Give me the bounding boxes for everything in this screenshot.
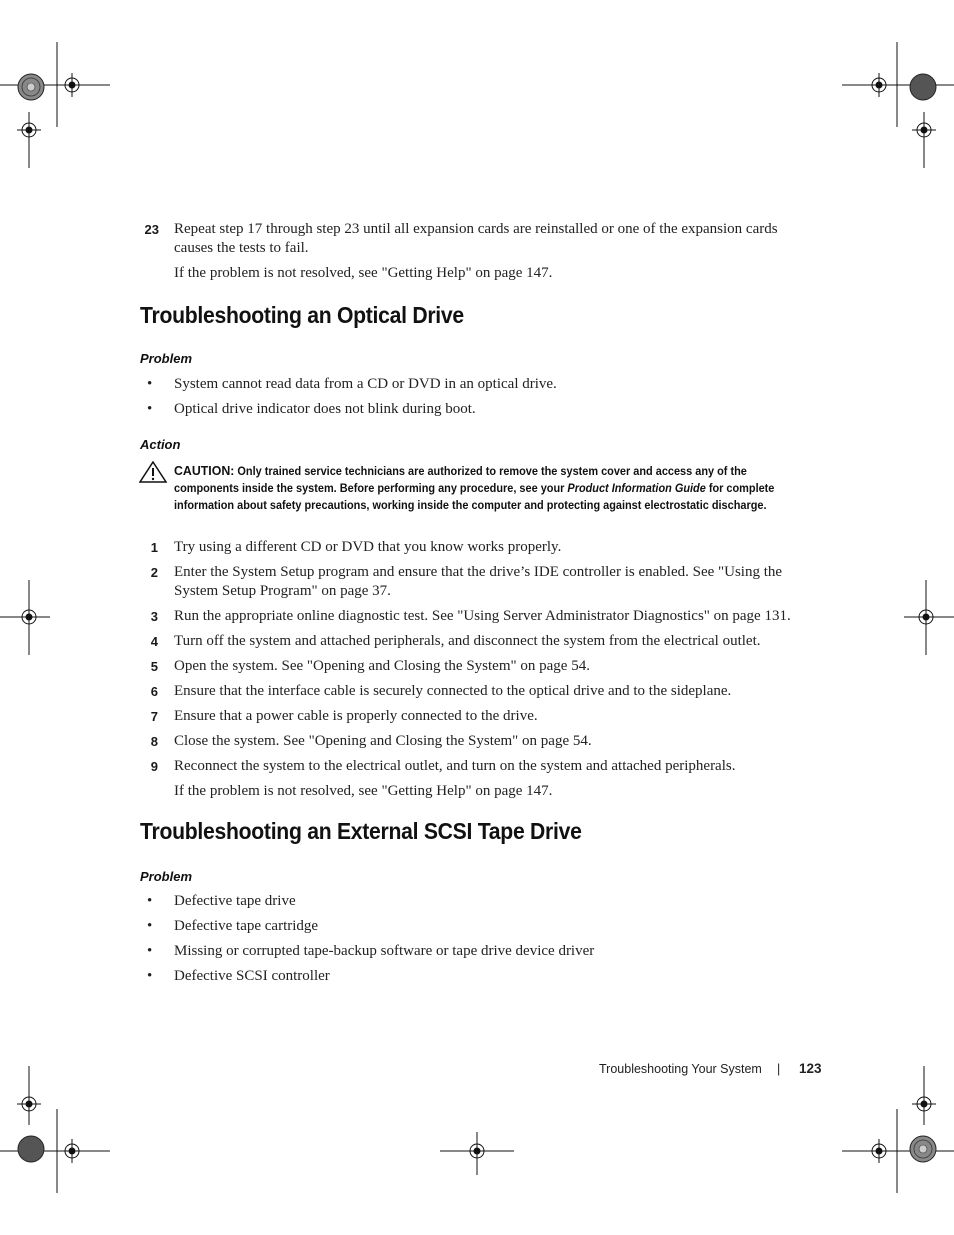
bullet: •: [147, 968, 153, 984]
list-item: Defective SCSI controller: [174, 968, 330, 984]
bullet: •: [147, 943, 153, 959]
caution-notice: [174, 462, 787, 515]
bullet: •: [147, 401, 153, 417]
step-number: 5: [150, 659, 158, 674]
caution-text-after: for complete information about safety precautions, working inside the computer and protecting against electrostatic discharge.: [174, 483, 775, 512]
list-item: Optical drive indicator does not blink during boot.: [174, 401, 476, 417]
step-text: Ensure that the interface cable is securely connected to the optical drive and to the sideplane.: [174, 683, 732, 699]
step-text: Enter the System Setup program and ensure that the drive’s IDE controller is enabled. See "Using the System Setup Program" on page 37.: [174, 564, 783, 599]
step-text: Repeat step 17 through step 23 until all expansion cards are reinstalled or one of the expansion cards causes the tests to fail.: [174, 221, 778, 256]
step-number: 7: [150, 709, 158, 724]
step-text: Run the appropriate online diagnostic test. See "Using Server Administrator Diagnostics" on page 131.: [174, 608, 791, 624]
step-number: 2: [150, 565, 158, 580]
caution-text-before: Only trained service technicians are authorized to remove the system cover and access any of the components inside the system. Before performing any procedure, see your: [174, 466, 747, 495]
step-number: 8: [150, 734, 158, 749]
footer-separator: |: [777, 1062, 781, 1076]
step-number: 3: [150, 609, 158, 624]
step-text: Open the system. See "Opening and Closing the System" on page 54.: [174, 658, 590, 674]
list-item: Defective tape drive: [174, 893, 296, 909]
step-text: Turn off the system and attached peripherals, and disconnect the system from the electrical outlet.: [174, 633, 761, 649]
step-number: 4: [150, 634, 158, 649]
page-number: 123: [799, 1061, 822, 1076]
step-number: 6: [150, 684, 158, 699]
step-text: Reconnect the system to the electrical outlet, and turn on the system and attached peripherals.: [174, 758, 736, 774]
step-note: If the problem is not resolved, see "Getting Help" on page 147.: [174, 783, 553, 799]
step-text: Ensure that a power cable is properly connected to the drive.: [174, 708, 538, 724]
section-title-optical: Troubleshooting an Optical Drive: [140, 302, 464, 328]
list-item: System cannot read data from a CD or DVD in an optical drive.: [174, 376, 557, 392]
section-title-tape: Troubleshooting an External SCSI Tape Drive: [140, 818, 582, 844]
step-text: Try using a different CD or DVD that you know works properly.: [174, 539, 562, 555]
footer-chapter: Troubleshooting Your System: [599, 1062, 762, 1076]
problem-label: Problem: [140, 869, 193, 884]
bullet: •: [147, 376, 153, 392]
step-number: 23: [144, 222, 159, 237]
caution-label: CAUTION:: [174, 463, 235, 478]
caution-icon: [139, 461, 167, 483]
caution-doc-title: Product Information Guide: [567, 483, 706, 495]
step-number: 1: [150, 540, 158, 555]
bullet: •: [147, 918, 153, 934]
bullet: •: [147, 893, 153, 909]
step-text: Close the system. See "Opening and Closing the System" on page 54.: [174, 733, 592, 749]
list-item: Missing or corrupted tape-backup software or tape drive device driver: [174, 943, 595, 959]
step-note: If the problem is not resolved, see "Getting Help" on page 147.: [174, 265, 553, 281]
list-item: Defective tape cartridge: [174, 918, 319, 934]
action-label: Action: [140, 437, 181, 452]
problem-label: Problem: [140, 351, 193, 366]
step-number: 9: [150, 759, 158, 774]
